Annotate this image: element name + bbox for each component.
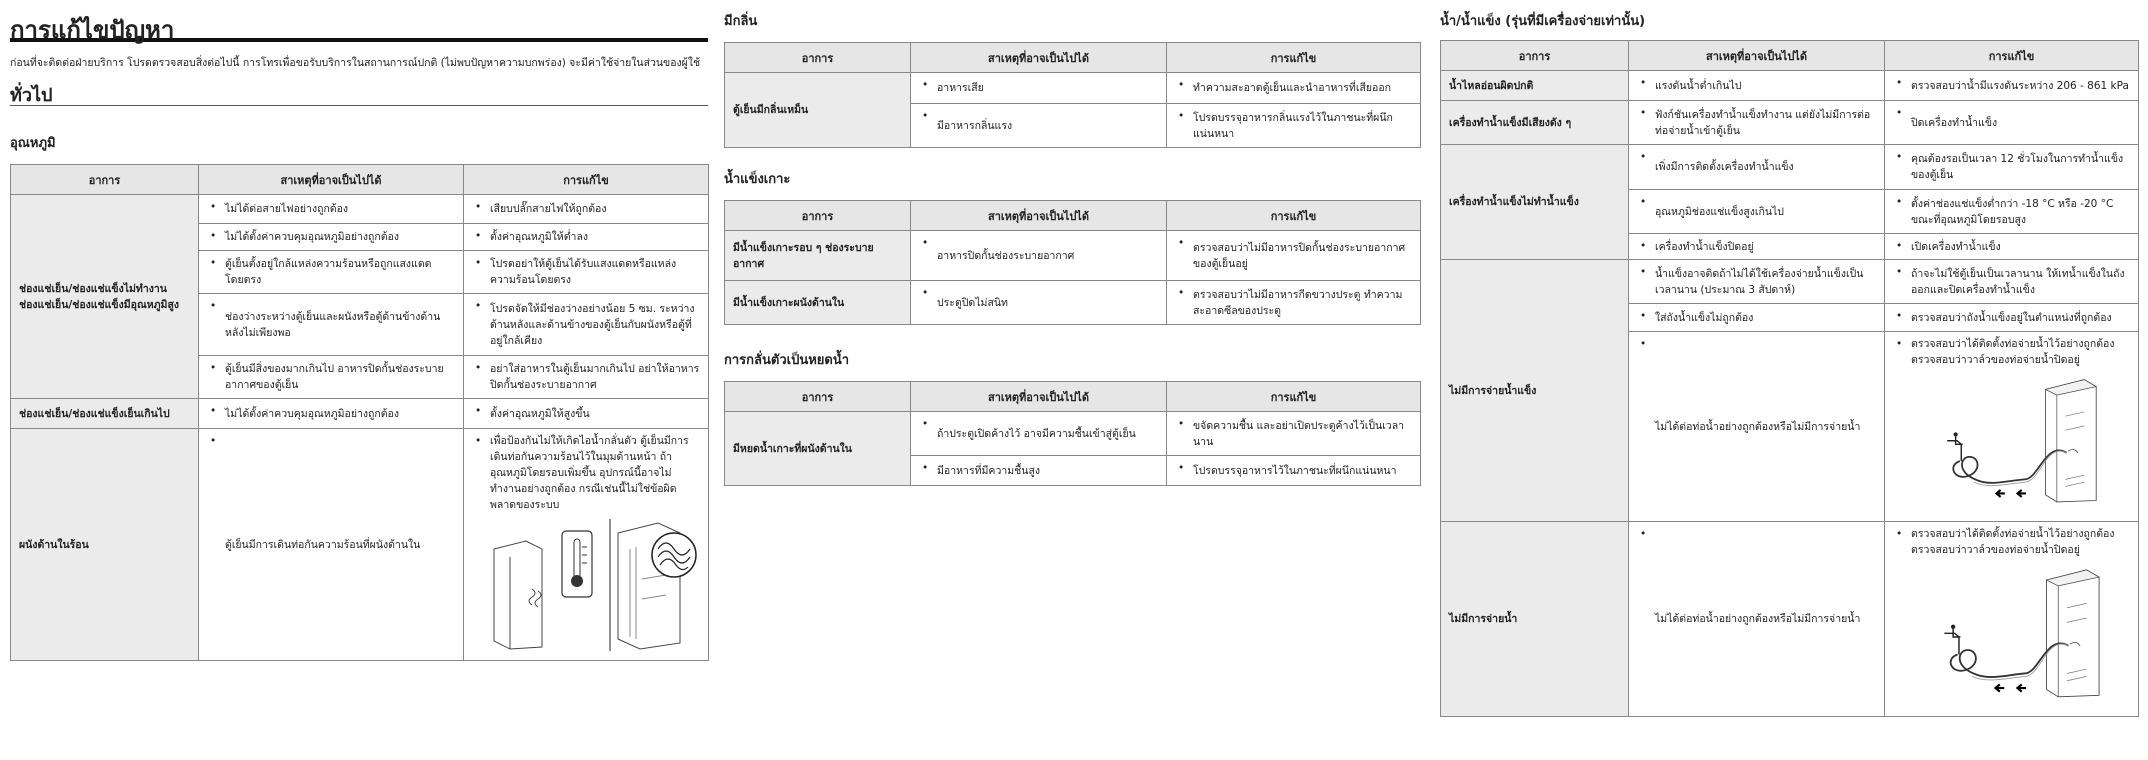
water-line-illustration xyxy=(1911,564,2131,699)
table-row xyxy=(11,399,709,429)
solution-cell: • ทำความสะอาดตู้เย็นและนำอาหารที่เสียออก xyxy=(1167,73,1421,104)
table-row xyxy=(1441,260,2139,304)
table-row xyxy=(1441,145,2139,190)
table-header-row xyxy=(11,165,709,195)
header-symptom: อาการ xyxy=(725,382,911,412)
symptom-cell: มีหยดน้ำเกาะที่ผนังด้านใน xyxy=(725,412,911,486)
symptom-cell: ช่องแช่เย็น/ช่องแช่แข็งไม่ทำงาน ช่องแช่เย็น/ช่องแช่แข็งมีอุณหภูมิสูง xyxy=(11,195,199,399)
header-cause: สาเหตุที่อาจเป็นไปได้ xyxy=(911,43,1167,73)
table-row xyxy=(725,231,1421,281)
symptom-cell: มีน้ำแข็งเกาะผนังด้านใน xyxy=(725,281,911,325)
cause-cell: • ไม่ได้ต่อท่อน้ำอย่างถูกต้องหรือไม่มีการจ่ายน้ำ xyxy=(1629,332,1885,522)
table-row xyxy=(725,281,1421,325)
header-cause: สาเหตุที่อาจเป็นไปได้ xyxy=(911,382,1167,412)
symptom-cell: ผนังด้านในร้อน xyxy=(11,429,199,661)
cause-cell: • น้ำแข็งอาจติดถ้าไม่ได้ใช้เครื่องจ่ายน้ำแข็งเป็นเวลานาน (ประมาณ 3 สัปดาห์) xyxy=(1629,260,1885,304)
intro-text: ก่อนที่จะติดต่อฝ่ายบริการ โปรดตรวจสอบสิ่งต่อไปนี้ การโทรเพื่อขอรับบริการในสถานการณ์ปกติ (ไม่พบปัญหาความบกพร่อง) จะมีค่าใช้จ่ายในส่วนของผู้ใช้ xyxy=(10,57,701,69)
symptom-cell: น้ำไหลอ่อนผิดปกติ xyxy=(1441,71,1629,101)
solution-cell: • ขจัดความชื้น และอย่าเปิดประตูค้างไว้เป็นเวลานาน xyxy=(1167,412,1421,456)
solution-cell: • โปรดอย่าให้ตู้เย็นได้รับแสงแดดหรือแหล่งความร้อนโดยตรง xyxy=(464,251,709,294)
odor-title: มีกลิ่น xyxy=(724,14,758,29)
cause-cell: • ใส่ถังน้ำแข็งไม่ถูกต้อง xyxy=(1629,304,1885,332)
cause-cell: • ไม่ได้ตั้งค่าควบคุมอุณหภูมิอย่างถูกต้อง xyxy=(199,399,464,429)
header-symptom: อาการ xyxy=(1441,41,1629,71)
header-solution: การแก้ไข xyxy=(464,165,709,195)
cause-cell: • อุณหภูมิช่องแช่แข็งสูงเกินไป xyxy=(1629,190,1885,234)
table-row xyxy=(11,195,709,224)
solution-cell: • ถ้าจะไม่ใช้ตู้เย็นเป็นเวลานาน ให้เทน้ำแข็งในถังออกและปิดเครื่องทำน้ำแข็ง xyxy=(1885,260,2139,304)
cause-cell: • ถ้าประตูเปิดค้างไว้ อาจมีความชื้นเข้าสู่ตู้เย็น xyxy=(911,412,1167,456)
table-row xyxy=(11,429,709,661)
symptom-cell: เครื่องทำน้ำแข็งมีเสียงดัง ๆ xyxy=(1441,101,1629,145)
table-row xyxy=(725,73,1421,104)
condensation-table xyxy=(724,381,1421,486)
solution-cell: • ปิดเครื่องทำน้ำแข็ง xyxy=(1885,101,2139,145)
cause-cell: • ฟังก์ชันเครื่องทำน้ำแข็งทำงาน แต่ยังไม่มีการต่อท่อจ่ายน้ำเข้าตู้เย็น xyxy=(1629,101,1885,145)
frost-title: น้ำแข็งเกาะ xyxy=(724,172,791,187)
header-cause: สาเหตุที่อาจเป็นไปได้ xyxy=(199,165,464,195)
table-row xyxy=(1441,101,2139,145)
header-solution: การแก้ไข xyxy=(1167,43,1421,73)
cause-cell: • ไม่ได้ต่อท่อน้ำอย่างถูกต้องหรือไม่มีการจ่ายน้ำ xyxy=(1629,522,1885,717)
solution-text: เพื่อป้องกันไม่ให้เกิดไอน้ำกลั่นตัว ตู้เย็นมีการเดินท่อกันความร้อนไว้ในมุมด้านหน้า ถ้าอุณหภูมิโดยรอบเพิ่มขึ้น อุปกรณ์นี้อาจไม่ทำงานอย่างถูกต้อง กรณีเช่นนี้ไม่ใช่ข้อผิดพลาดของระบบ xyxy=(490,435,689,511)
header-solution: การแก้ไข xyxy=(1167,382,1421,412)
table-row xyxy=(725,412,1421,456)
cause-cell: • เพิ่งมีการติดตั้งเครื่องทำน้ำแข็ง xyxy=(1629,145,1885,190)
cause-cell: • เครื่องทำน้ำแข็งปิดอยู่ xyxy=(1629,234,1885,260)
table-header-row xyxy=(725,43,1421,73)
solution-cell: • อย่าใส่อาหารในตู้เย็นมากเกินไป อย่าให้อาหารปิดกั้นช่องระบายอากาศ xyxy=(464,356,709,399)
solution-cell: • โปรดบรรจุอาหารกลิ่นแรงไว้ในภาชนะที่ผนึกแน่นหนา xyxy=(1167,104,1421,148)
solution-cell: • เปิดเครื่องทำน้ำแข็ง xyxy=(1885,234,2139,260)
header-symptom: อาการ xyxy=(725,43,911,73)
page-title: การแก้ไขปัญหา xyxy=(10,0,708,42)
cause-cell: • ไม่ได้ตั้งค่าควบคุมอุณหภูมิอย่างถูกต้อง xyxy=(199,224,464,251)
cause-cell: • ไม่ได้ต่อสายไฟอย่างถูกต้อง xyxy=(199,195,464,224)
table-header-row xyxy=(725,201,1421,231)
column-middle xyxy=(724,0,1420,486)
cause-cell: • ตู้เย็นตั้งอยู่ใกล้แหล่งความร้อนหรือถูกแสงแดดโดยตรง xyxy=(199,251,464,294)
solution-cell: • เสียบปลั๊กสายไฟให้ถูกต้อง xyxy=(464,195,709,224)
symptom-cell: ช่องแช่เย็น/ช่องแช่แข็งเย็นเกินไป xyxy=(11,399,199,429)
solution-cell: • ตั้งค่าอุณหภูมิให้สูงขึ้น xyxy=(464,399,709,429)
header-solution: การแก้ไข xyxy=(1885,41,2139,71)
cause-cell: • อาหารเสีย xyxy=(911,73,1167,104)
header-symptom: อาการ xyxy=(725,201,911,231)
symptom-cell: มีน้ำแข็งเกาะรอบ ๆ ช่องระบายอากาศ xyxy=(725,231,911,281)
section-general-title: ทั่วไป xyxy=(10,80,708,106)
table-row xyxy=(1441,522,2139,717)
table-row xyxy=(1441,71,2139,101)
table-header-row xyxy=(725,382,1421,412)
cause-cell: • มีอาหารกลิ่นแรง xyxy=(911,104,1167,148)
solution-cell: • ตั้งค่าอุณหภูมิให้ต่ำลง xyxy=(464,224,709,251)
water-line-illustration xyxy=(1911,374,2131,504)
temperature-table xyxy=(10,164,709,661)
solution-cell: • โปรดบรรจุอาหารไว้ในภาชนะที่ผนึกแน่นหนา xyxy=(1167,456,1421,486)
solution-cell: • ตั้งค่าช่องแช่แข็งต่ำกว่า -18 °C หรือ -20 °C ขณะที่อุณหภูมิโดยรอบสูง xyxy=(1885,190,2139,234)
cause-cell: • ประตูปิดไม่สนิท xyxy=(911,281,1167,325)
header-cause: สาเหตุที่อาจเป็นไปได้ xyxy=(1629,41,1885,71)
solution-cell: • คุณต้องรอเป็นเวลา 12 ชั่วโมงในการทำน้ำแข็งของตู้เย็น xyxy=(1885,145,2139,190)
condensation-title: การกลั่นตัวเป็นหยดน้ำ xyxy=(724,353,850,368)
solution-cell: • โปรดจัดให้มีช่องว่างอย่างน้อย 5 ซม. ระหว่างด้านหลังและด้านข้างของตู้เย็นกับผนังหรือตู้ที่อยู่ใกล้เคียง xyxy=(464,294,709,356)
column-right xyxy=(1440,0,2138,717)
cause-cell: • ช่องว่างระหว่างตู้เย็นและผนังหรือตู้ด้านข้างด้านหลังไม่เพียงพอ xyxy=(199,294,464,356)
cause-cell: • แรงดันน้ำต่ำเกินไป xyxy=(1629,71,1885,101)
odor-table xyxy=(724,42,1421,148)
solution-text: ตรวจสอบว่าได้ติดตั้งท่อจ่ายน้ำไว้อย่างถูกต้อง ตรวจสอบว่าวาล์วของท่อจ่ายน้ำปิดอยู่ xyxy=(1911,338,2115,366)
temperature-title: อุณหภูมิ xyxy=(10,136,56,151)
ice-title: น้ำ/น้ำแข็ง (รุ่นที่มีเครื่องจ่ายเท่านั้น) xyxy=(1440,14,1646,29)
cause-cell: • ตู้เย็นมีสิ่งของมากเกินไป อาหารปิดกั้นช่องระบายอากาศของตู้เย็น xyxy=(199,356,464,399)
cause-cell: • มีอาหารที่มีความชื้นสูง xyxy=(911,456,1167,486)
header-symptom: อาการ xyxy=(11,165,199,195)
cause-cell: • ตู้เย็นมีการเดินท่อกันความร้อนที่ผนังด้านใน xyxy=(199,429,464,661)
ice-table xyxy=(1440,40,2139,717)
cause-cell: • อาหารปิดกั้นช่องระบายอากาศ xyxy=(911,231,1167,281)
symptom-cell: ไม่มีการจ่ายน้ำ xyxy=(1441,522,1629,717)
table-header-row xyxy=(1441,41,2139,71)
solution-cell: • ตรวจสอบว่าไม่มีอาหารปิดกั้นช่องระบายอากาศของตู้เย็นอยู่ xyxy=(1167,231,1421,281)
solution-cell: • ตรวจสอบว่าน้ำมีแรงดันระหว่าง 206 - 861 kPa xyxy=(1885,71,2139,101)
frost-table xyxy=(724,200,1421,325)
fridge-heat-pipe-illustration xyxy=(490,519,700,651)
solution-cell xyxy=(464,429,709,661)
symptom-cell: เครื่องทำน้ำแข็งไม่ทำน้ำแข็ง xyxy=(1441,145,1629,260)
symptom-cell: ตู้เย็นมีกลิ่นเหม็น xyxy=(725,73,911,148)
solution-text: ตรวจสอบว่าได้ติดตั้งท่อจ่ายน้ำไว้อย่างถูกต้อง ตรวจสอบว่าวาล์วของท่อจ่ายน้ำปิดอยู่ xyxy=(1911,528,2115,556)
column-left xyxy=(10,0,708,661)
header-cause: สาเหตุที่อาจเป็นไปได้ xyxy=(911,201,1167,231)
symptom-cell: ไม่มีการจ่ายน้ำแข็ง xyxy=(1441,260,1629,522)
solution-cell xyxy=(1885,522,2139,717)
solution-cell: • ตรวจสอบว่าถังน้ำแข็งอยู่ในตำแหน่งที่ถูกต้อง xyxy=(1885,304,2139,332)
solution-cell: • ตรวจสอบว่าไม่มีอาหารกีดขวางประตู ทำความสะอาดซีลของประตู xyxy=(1167,281,1421,325)
solution-cell xyxy=(1885,332,2139,522)
header-solution: การแก้ไข xyxy=(1167,201,1421,231)
